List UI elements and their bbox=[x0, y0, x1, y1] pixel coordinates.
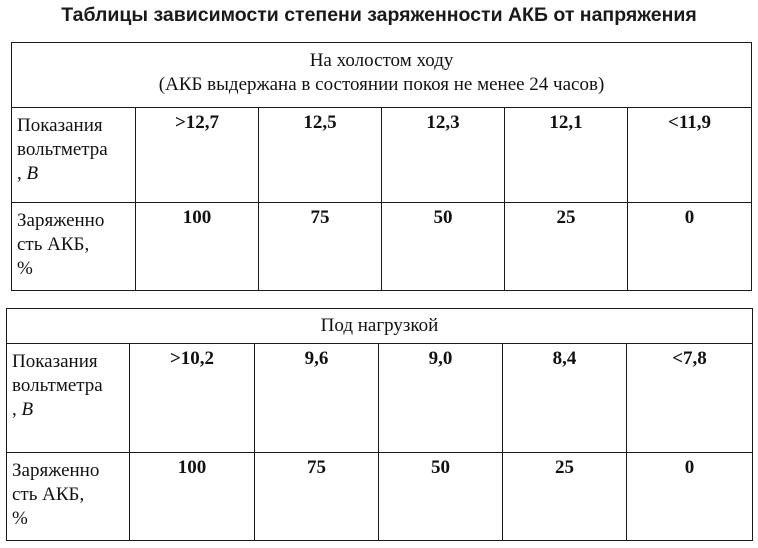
idle-charge-table bbox=[11, 42, 752, 291]
charge-value-cell: 0 bbox=[627, 453, 753, 541]
charge-value-cell: 75 bbox=[259, 203, 382, 291]
voltmeter-label-line1: Показания bbox=[17, 115, 103, 136]
voltmeter-label-line2: вольтметра bbox=[12, 375, 103, 396]
charge-label-line2: сть АКБ, bbox=[17, 234, 90, 255]
idle-header-title: На холостом ходу bbox=[309, 50, 454, 71]
page-title: Таблицы зависимости степени заряженности АКБ от напряжения bbox=[61, 4, 697, 26]
idle-table-header bbox=[12, 43, 752, 108]
charge-label-cell bbox=[7, 453, 130, 541]
voltage-value-cell: >12,7 bbox=[136, 108, 259, 203]
voltmeter-label-comma: , bbox=[12, 399, 22, 420]
voltage-value-cell: 9,0 bbox=[379, 344, 503, 453]
load-charge-table bbox=[6, 308, 753, 541]
charge-label-line1: Заряженно bbox=[17, 210, 105, 231]
charge-value-cell: 50 bbox=[382, 203, 505, 291]
charge-value-cell: 0 bbox=[628, 203, 752, 291]
voltmeter-label-cell bbox=[7, 344, 130, 453]
charge-label-line2: сть АКБ, bbox=[12, 484, 85, 505]
voltmeter-label-cell bbox=[12, 108, 136, 203]
voltage-value-cell: >10,2 bbox=[130, 344, 255, 453]
charge-value-cell: 100 bbox=[136, 203, 259, 291]
voltmeter-unit: В bbox=[26, 163, 39, 184]
load-table-header bbox=[7, 309, 753, 344]
voltmeter-label-line3 bbox=[12, 398, 129, 422]
charge-value-cell: 75 bbox=[255, 453, 379, 541]
charge-value-cell: 25 bbox=[505, 203, 628, 291]
voltage-value-cell: 12,3 bbox=[382, 108, 505, 203]
voltmeter-label-line3 bbox=[17, 162, 135, 186]
charge-value-cell: 100 bbox=[130, 453, 255, 541]
voltage-value-cell: 8,4 bbox=[503, 344, 627, 453]
charge-label-line1: Заряженно bbox=[12, 460, 100, 481]
charge-label-line3: % bbox=[12, 508, 28, 529]
voltmeter-label-comma: , bbox=[17, 163, 27, 184]
voltage-value-cell: 12,1 bbox=[505, 108, 628, 203]
voltage-value-cell: <11,9 bbox=[628, 108, 752, 203]
charge-value-cell: 25 bbox=[503, 453, 627, 541]
charge-label-cell bbox=[12, 203, 136, 291]
voltmeter-label-line2: вольтметра bbox=[17, 139, 108, 160]
voltage-value-cell: 9,6 bbox=[255, 344, 379, 453]
voltmeter-unit: В bbox=[21, 399, 34, 420]
charge-value-cell: 50 bbox=[379, 453, 503, 541]
load-header-title: Под нагрузкой bbox=[320, 315, 439, 336]
voltage-value-cell: <7,8 bbox=[627, 344, 753, 453]
voltage-value-cell: 12,5 bbox=[259, 108, 382, 203]
charge-label-line3: % bbox=[17, 258, 33, 279]
idle-header-note: (АКБ выдержана в состоянии покоя не менее 24 часов) bbox=[158, 74, 605, 95]
voltmeter-label-line1: Показания bbox=[12, 351, 98, 372]
